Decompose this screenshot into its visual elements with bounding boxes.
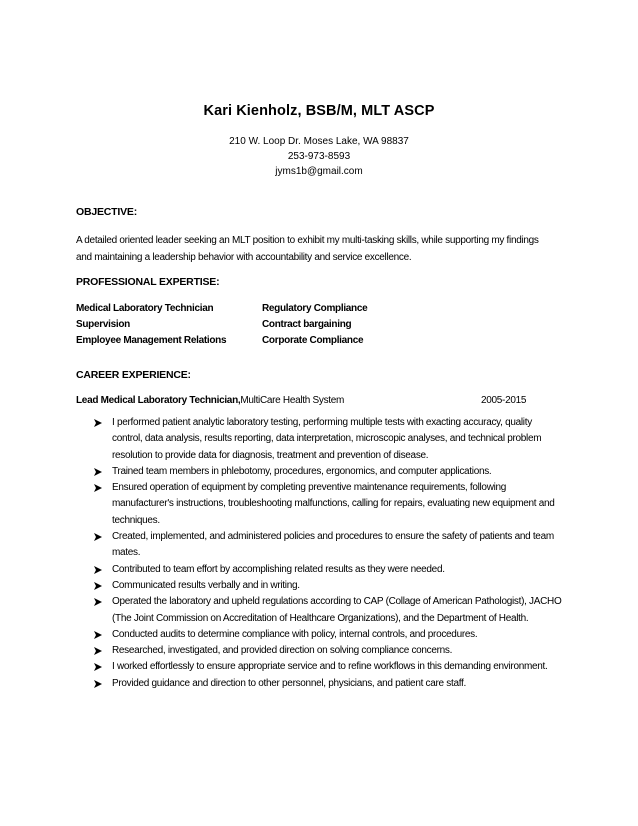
- phone: 253-973-8593: [287, 151, 351, 162]
- employer: MultiCare Health System: [240, 395, 345, 406]
- arrow-bullet-icon: [93, 630, 103, 640]
- objective-heading: OBJECTIVE:: [76, 206, 138, 218]
- list-item: Provided guidance and direction to other personnel, physicians, and patient care staff.: [93, 676, 563, 692]
- skill-left-3: Employee Management Relations: [76, 335, 227, 346]
- arrow-bullet-icon: [93, 565, 103, 575]
- arrow-bullet-icon: [93, 418, 103, 428]
- skill-left-2: Supervision: [76, 319, 130, 330]
- resume-name: Kari Kienholz, BSB/M, MLT ASCP: [203, 103, 435, 119]
- list-item: I performed patient analytic laboratory testing, performing multiple tests with exacting accuracy, quality control, data analysis, results reporting, data interpretation, microscopic analyses, and technical problem resolution to provide data for diagnosis, treatment and prevention of disease.: [93, 415, 563, 464]
- job-title: Lead Medical Laboratory Technician,: [76, 395, 241, 406]
- skill-right-2: Contract bargaining: [262, 319, 352, 330]
- responsibilities-list: [93, 415, 563, 692]
- skill-right-3: Corporate Compliance: [262, 335, 364, 346]
- career-heading: CAREER EXPERIENCE:: [76, 369, 191, 381]
- list-item: Researched, investigated, and provided direction on solving compliance concerns.: [93, 643, 563, 659]
- skill-left-1: Medical Laboratory Technician: [76, 303, 214, 314]
- objective-text: A detailed oriented leader seeking an MLT position to exhibit my multi-tasking skills, while supporting my findings and maintaining a leadership behavior with accountability and service excellence.: [76, 235, 539, 263]
- email: jyms1b@gmail.com: [275, 166, 363, 177]
- list-item: Trained team members in phlebotomy, procedures, ergonomics, and computer applications.: [93, 464, 563, 480]
- arrow-bullet-icon: [93, 467, 103, 477]
- list-item: Contributed to team effort by accomplishing related results as they were needed.: [93, 562, 563, 578]
- list-item: I worked effortlessly to ensure appropriate service and to refine workflows in this demanding environment.: [93, 659, 563, 675]
- job-line: [76, 395, 556, 406]
- arrow-bullet-icon: [93, 597, 103, 607]
- arrow-bullet-icon: [93, 581, 103, 591]
- list-item: Created, implemented, and administered policies and procedures to ensure the safety of patients and team mates.: [93, 529, 563, 562]
- list-item: Conducted audits to determine compliance with policy, internal controls, and procedures.: [93, 627, 563, 643]
- arrow-bullet-icon: [93, 679, 103, 689]
- list-item: Ensured operation of equipment by completing preventive maintenance requirements, following manufacturer's instructions, troubleshooting malfunctions, calling for repairs, evaluating new equipment and techniques.: [93, 480, 563, 529]
- job-dates: 2005-2015: [481, 395, 527, 406]
- address: 210 W. Loop Dr. Moses Lake, WA 98837: [229, 136, 409, 147]
- list-item: Communicated results verbally and in writing.: [93, 578, 563, 594]
- arrow-bullet-icon: [93, 532, 103, 542]
- expertise-heading: PROFESSIONAL EXPERTISE:: [76, 276, 220, 288]
- arrow-bullet-icon: [93, 483, 103, 493]
- list-item: Operated the laboratory and upheld regulations according to CAP (Collage of American Pathologist), JACHO (The Joint Commission on Accreditation of Healthcare Organizations), and the Department of Health.: [93, 594, 563, 627]
- arrow-bullet-icon: [93, 646, 103, 656]
- skill-right-1: Regulatory Compliance: [262, 303, 368, 314]
- arrow-bullet-icon: [93, 662, 103, 672]
